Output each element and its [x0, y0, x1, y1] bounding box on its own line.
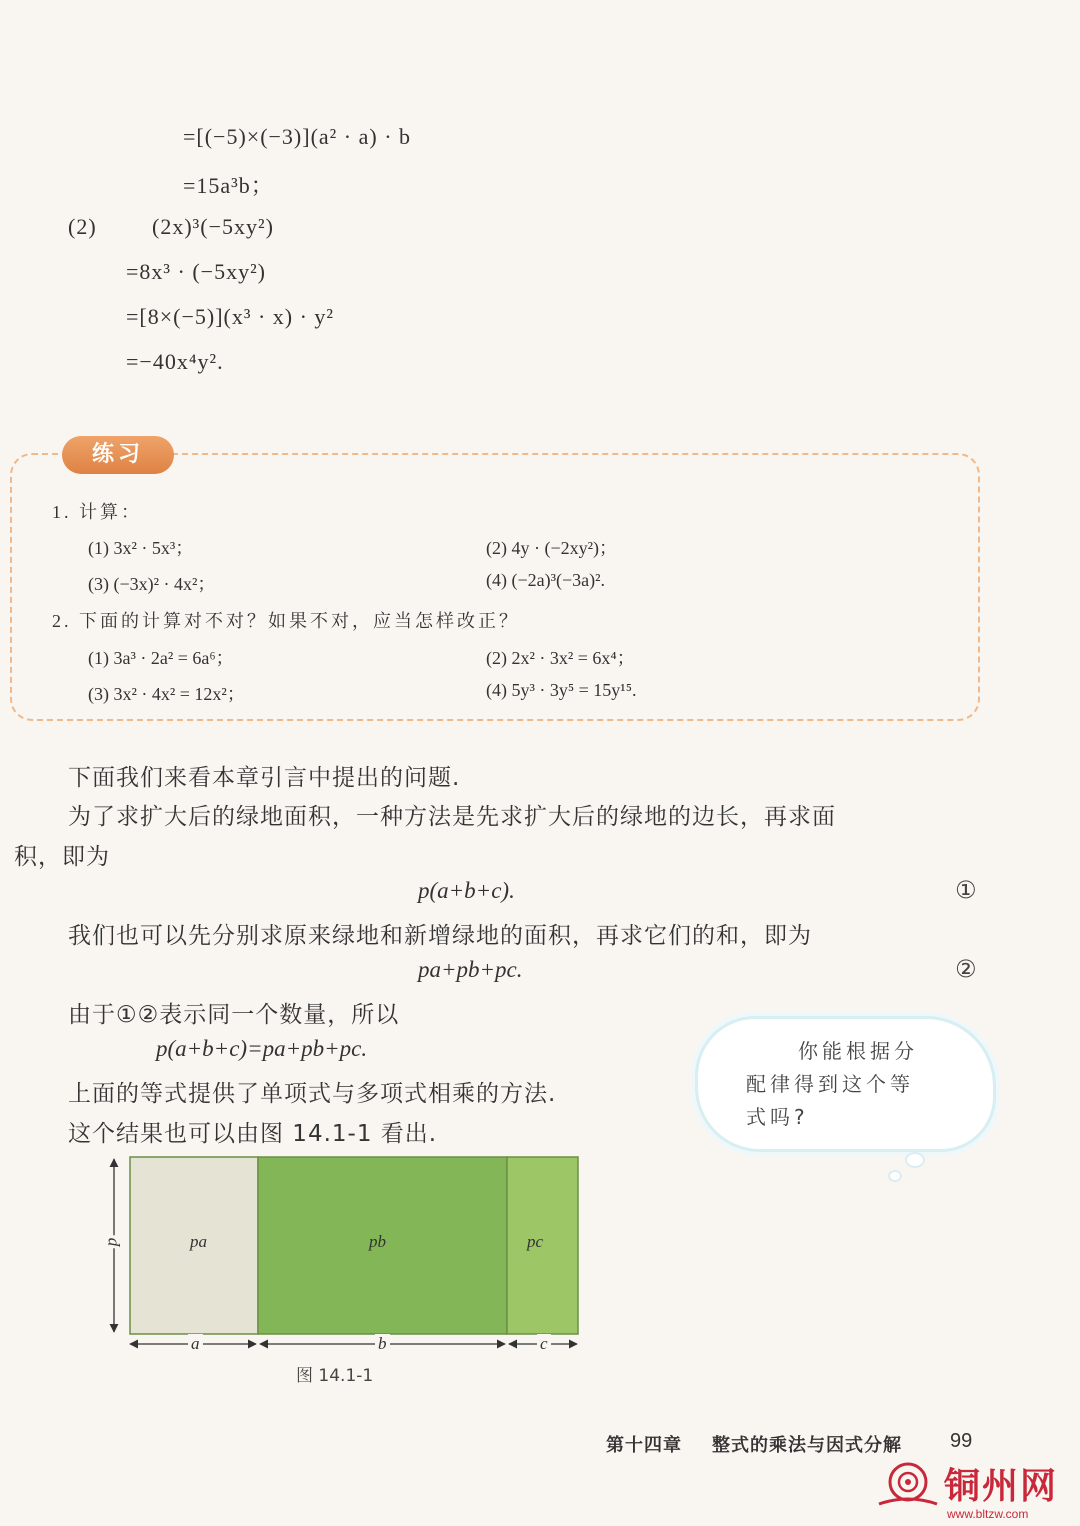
- practice-q2-item-3: (3) 3x² · 4x² = 12x²；: [88, 684, 245, 704]
- practice-q1-item-1: (1) 3x² · 5x³；: [88, 538, 194, 558]
- body-paragraph-4: 由于①②表示同一个数量，所以: [68, 1002, 400, 1028]
- body-paragraph-1: 下面我们来看本章引言中提出的问题.: [68, 765, 461, 791]
- width-label-a: a: [188, 1334, 203, 1354]
- side-label-p: p: [101, 1237, 121, 1247]
- watermark-url: www.bltzw.com: [947, 1507, 1029, 1521]
- bubble-line-1: 你能根据分: [798, 1039, 918, 1063]
- region-label-pc: pc: [527, 1232, 544, 1251]
- body-paragraph-2a: 为了求扩大后的绿地面积，一种方法是先求扩大后的绿地的边长，再求面: [68, 804, 836, 830]
- example-line-5: =−40x⁴y².: [126, 349, 224, 374]
- practice-q1-item-2: (2) 4y · (−2xy²)；: [486, 538, 618, 558]
- width-label-c: c: [537, 1334, 551, 1354]
- equation-1-number: ①: [955, 876, 977, 904]
- bubble-dot: [888, 1170, 902, 1182]
- practice-q1-item-4: (4) (−2a)³(−3a)².: [486, 570, 606, 590]
- footer-chapter-title: 整式的乘法与因式分解: [712, 1435, 902, 1456]
- footer-chapter: 第十四章: [606, 1435, 682, 1456]
- region-label-pb: pb: [369, 1232, 386, 1251]
- watermark-logo-icon: [877, 1460, 939, 1510]
- equation-2: pa+pb+pc.: [418, 957, 523, 982]
- practice-q2-title: 2. 下面的计算对不对？如果不对，应当怎样改正？: [52, 611, 520, 631]
- example-line-2: =15a³b；: [183, 173, 274, 198]
- practice-tab: 练习: [62, 436, 174, 474]
- equation-2-number: ②: [955, 955, 977, 983]
- practice-q2-item-1: (1) 3a³ · 2a² = 6a⁶；: [88, 648, 234, 668]
- bubble-line-3: 式吗?: [746, 1105, 809, 1129]
- region-label-pa: pa: [190, 1232, 207, 1251]
- equation-3: p(a+b+c)=pa+pb+pc.: [156, 1036, 368, 1061]
- body-paragraph-5: 上面的等式提供了单项式与多项式相乘的方法.: [68, 1081, 557, 1107]
- practice-q2-item-2: (2) 2x² · 3x² = 6x⁴；: [486, 648, 635, 668]
- figure-area-diagram: [100, 1150, 590, 1360]
- body-paragraph-6: 这个结果也可以由图 14.1-1 看出.: [68, 1121, 438, 1147]
- practice-q1-item-3: (3) (−3x)² · 4x²；: [88, 574, 216, 594]
- body-paragraph-2b: 积，即为: [14, 844, 110, 870]
- body-paragraph-3: 我们也可以先分别求原来绿地和新增绿地的面积，再求它们的和，即为: [68, 923, 812, 949]
- practice-q1-title: 1. 计算：: [52, 502, 142, 522]
- figure-caption: 图 14.1-1: [296, 1366, 374, 1386]
- example-part2-expr: (2x)³(−5xy²): [152, 214, 274, 239]
- example-line-4: =[8×(−5)](x³ · x) · y²: [126, 304, 335, 329]
- practice-q2-item-4: (4) 5y³ · 3y⁵ = 15y¹⁵.: [486, 680, 637, 700]
- example-line-3: =8x³ · (−5xy²): [126, 259, 266, 284]
- watermark-text: 铜州网: [944, 1465, 1059, 1507]
- bubble-line-2: 配律得到这个等: [746, 1072, 914, 1096]
- equation-1: p(a+b+c).: [418, 878, 515, 903]
- page-number: 99: [950, 1430, 973, 1452]
- example-part2-label: (2): [68, 214, 97, 239]
- example-line-1: =[(−5)×(−3)](a² · a) · b: [183, 124, 412, 149]
- bubble-dot: [905, 1152, 925, 1168]
- width-label-b: b: [375, 1334, 390, 1354]
